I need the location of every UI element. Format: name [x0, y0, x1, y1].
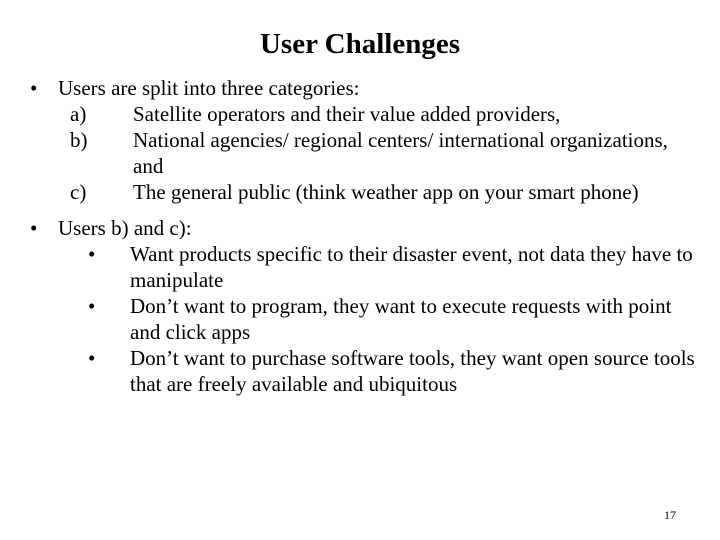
slide-title: User Challenges	[259, 28, 461, 60]
list-item-text: Want products specific to their disaster event, not data they have to manipulate	[130, 242, 693, 292]
list-item-text: Don’t want to program, they want to execute requests with point and click apps	[130, 294, 672, 344]
slide-content	[30, 75, 700, 397]
list-marker: •	[88, 242, 96, 266]
list-item	[58, 179, 700, 205]
list-item-text: Satellite operators and their value added providers,	[133, 102, 561, 126]
bullet-text: Users b) and c):	[58, 216, 192, 240]
list-item	[58, 101, 700, 127]
list-item	[58, 345, 700, 397]
page-number: 17	[664, 508, 676, 522]
list-item-text: The general public (think weather app on your smart phone)	[133, 180, 639, 204]
list-marker: •	[88, 294, 96, 318]
category-list	[58, 101, 700, 205]
list-marker: •	[88, 346, 96, 370]
list-marker: b)	[70, 128, 88, 152]
list-marker: a)	[70, 102, 87, 126]
list-item-text: National agencies/ regional centers/ international organizations, and	[133, 128, 668, 178]
list-item	[58, 127, 700, 179]
bullet-marker: •	[30, 216, 38, 240]
bullet-marker: •	[30, 76, 38, 100]
bullet-user-categories	[30, 75, 700, 205]
bullet-text: Users are split into three categories:	[58, 76, 360, 100]
bullet-users-b-c	[30, 215, 700, 397]
list-marker: c)	[70, 180, 87, 204]
list-item	[58, 241, 700, 293]
needs-list	[58, 241, 700, 397]
list-item-text: Don’t want to purchase software tools, they want open source tools that are freely available and ubiquitous	[130, 346, 695, 396]
list-item	[58, 293, 700, 345]
